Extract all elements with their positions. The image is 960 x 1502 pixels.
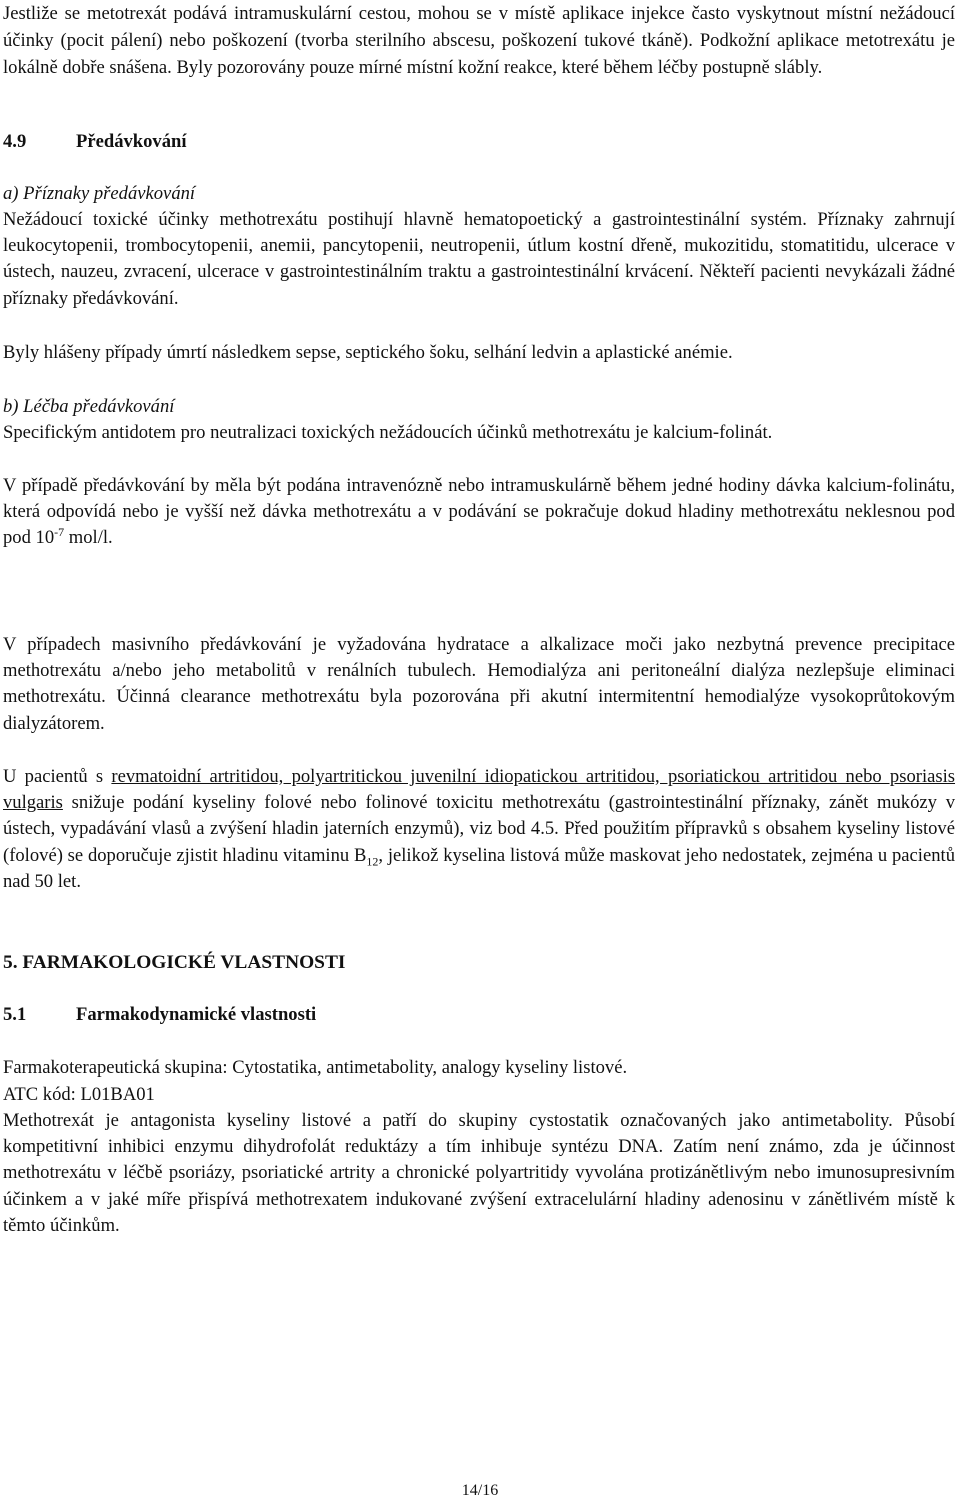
vitamin-subscript: 12 [366, 854, 379, 869]
antidote-paragraph: Specifickým antidotem pro neutralizaci toxických nežádoucích účinků methotrexátu je kalcium-folinát. [3, 422, 773, 443]
folic-acid-paragraph: U pacientů s revmatoidní artritidou, polyartritickou juvenilní idiopatickou artritidou, psoriatickou artritidou nebo psoriasis vulgaris snižuje podání kyseliny folové nebo folinové toxicitu methotrexátu (gastrointestinální příznaky, zánět mukózy v ústech, vypadávání vlasů a zvýšení hladin jaterních enzymů), viz bod 4.5. Před použitím přípravků s obsahem kyseliny listové (folové) se doporučuje zjistit hladinu vitaminu $B_{12}$, jelikož kyselina listová může maskovat jeho nedostatek, zejména u pacientů nad 50 let. [3, 766, 956, 892]
intro-paragraph: Jestliže se metotrexát podává intramuskulární cestou, mohou se v místě aplikace injekce často vyskytnout místní nežádoucí účinky (pocit pálení) nebo poškození (tvorba sterilního abscesu, poškození tukové tkáně). Podkožní aplikace metotrexátu je lokálně dobře snášena. Byly pozorovány pouze mírné místní kožní reakce, které během léčby postupně slábly. [3, 3, 955, 78]
symptoms-paragraph: Nežádoucí toxické účinky methotrexátu postihují hlavně hematopoetický a gastrointestinální systém. Příznaky zahrnují leukocytopenii, trombocytopenii, anemii, pancytopenii, neutropenii, útlum kostní dřeně, mukozitidu, stomatitidu, ulcerace v ústech, nauzeu, zvracení, ulcerace v gastrointestinálním traktu a gastrointestinální krvácení. Někteří pacienti nevykázali žádné příznaky předávkování. [3, 209, 955, 309]
pharmacotherapeutic-group: Farmakoterapeutická skupina: Cytostatika, antimetabolity, analogy kyseliny listové. [3, 1057, 628, 1078]
deaths-paragraph: Byly hlášeny případy úmrtí následkem sepse, septického šoku, selhání ledvin a aplastické anémie. [3, 342, 733, 363]
exponent: -7 [54, 525, 65, 540]
section-5-1-heading [3, 1002, 316, 1028]
section-title: Předávkování [76, 131, 187, 152]
subheading-a: a) Příznaky předávkování [3, 183, 196, 204]
subheading-b: b) Léčba předávkování [3, 396, 175, 417]
subsection-number: 5.1 [3, 1004, 27, 1025]
section-number: 4.9 [3, 131, 27, 152]
atc-code: ATC kód: L01BA01 [3, 1084, 155, 1105]
section-5-heading: 5. FARMAKOLOGICKÉ VLASTNOSTI [3, 952, 346, 973]
indication-list: revmatoidní artritidou, polyartritickou juvenilní idiopatickou artritidou, psoriatickou artritidou nebo psoriasis vulgaris [3, 766, 956, 814]
section-4-9-heading [3, 129, 187, 155]
page-number: 14/16 [461, 1482, 499, 1499]
mechanism-paragraph: Methotrexát je antagonista kyseliny listové a patří do skupiny cystostatik označovaných jako antimetabolity. Působí kompetitivní inhibici enzymu dihydrofolát reduktázy a tím inhibuje syntézu DNA. Zatím není známo, zda je účinnost methotrexátu v léčbě psoriázy, psoriatické artrity a chronické polyartritidy vyvolána protizánětlivým nebo imunosupresivním účinkem a v jaké míře přispívá methotrexatem indukované zvýšení extracelulární hladiny adenosinu v zánětlivém místě k těmto účinkům. [3, 1110, 955, 1236]
massive-overdose-paragraph: V případech masivního předávkování je vyžadována hydratace a alkalizace moči jako nezbytná prevence precipitace methotrexátu a/nebo jeho metabolitů v renálních tubulech. Hemodialýza ani peritoneální dialýza nezlepšuje eliminaci methotrexátu. Účinná clearance methotrexátu byla pozorována při akutní intermitentní hemodialýze vysokoprůtokovým dialyzátorem. [3, 634, 955, 734]
treatment-paragraph: V případě předávkování by měla být podána intravenózně nebo intramuskulárně během jedné hodiny dávka kalcium-folinátu, která odpovídá nebo je vyšší než dávka methotrexátu a v podávání se pokračuje dokud hladiny methotrexátu neklesnou pod pod $10^{-7}$ mol/l. [3, 475, 955, 549]
subsection-title: Farmakodynamické vlastnosti [76, 1004, 317, 1025]
